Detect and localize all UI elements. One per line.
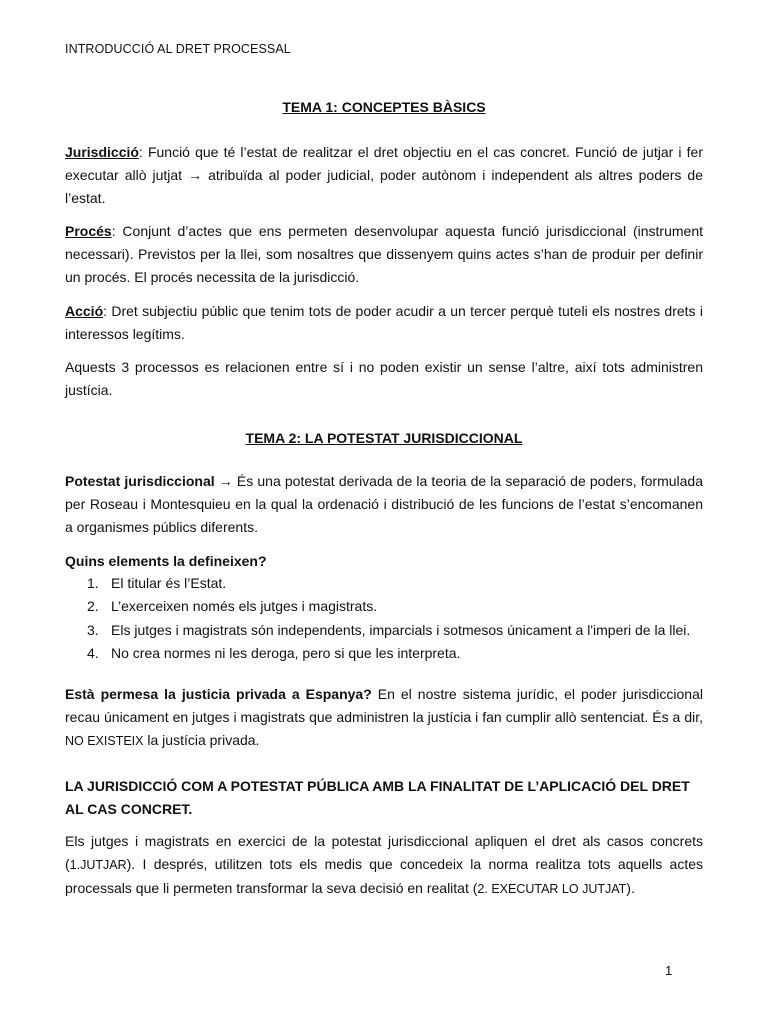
list-heading: Quins elements la defineixen? [65, 553, 267, 569]
final-text-2: ). I després, utilitzen tots els medis que concedeix la norma realitza tots aquells actes processals que li permeten transformar la seva decisió en realitat ( [65, 856, 703, 896]
definition-potestat: És una potestat derivada de la teoria de la separació de poders, formulada per Roseau i Montesquieu en la qual la ordenació i distribució de les funcions de l’estat s’encomanen a organismes públics diferents. [65, 473, 703, 535]
list-item-text: Els jutges i magistrats són independents, imparcials i sotmesos únicament a l'imperi de la llei. [111, 621, 691, 638]
paragraph-jurisdiccio [65, 141, 703, 210]
list-item-text: No crea normes ni les deroga, pero si que les interpreta. [111, 644, 461, 661]
term-jurisdiccio: Jurisdicció [65, 144, 139, 160]
page-number: 1 [665, 963, 673, 978]
final-text-1: Els jutges i magistrats en exercici de la potestat jurisdiccional apliquen el dret als casos concrets ( [65, 833, 703, 872]
definition-accio: : Dret subjectiu públic que tenim tots de poder acudir a un tercer perquè tuteli els nostres drets i interessos legítims. [65, 303, 703, 342]
list-item [65, 642, 690, 665]
answer-justicia-privada: En el nostre sistema jurídic, el poder jurisdiccional recau únicament en jutges i magistrats que administren la justícia i fan cumplir allò sentenciat. És a dir, [65, 686, 703, 725]
document-page [65, 0, 703, 1024]
list-item-number: 2. [87, 598, 99, 615]
term-potestat: Potestat jurisdiccional → [65, 473, 233, 489]
paragraph-justicia-privada [65, 683, 703, 753]
definition-jurisdiccio: : Funció que té l’estat de realitzar el dret objectiu en el cas concret. Funció de jutjar i fer executar allò jutjat → atribuïda al poder judicial, poder autònom i independent als altres poders de l’estat. [65, 144, 703, 206]
list-item-number: 3. [87, 621, 99, 638]
definition-proces: : Conjunt d’actes que ens permeten desenvolupar aquesta funció jurisdiccional (instrument necessari). Previstos per la llei, som nosaltres que dissenyem quins actes s’han de produir per definir un procés. El procés necessita de la jurisdicció. [65, 223, 703, 285]
final-caps-2: 2. EXECUTAR LO JUTJAT [477, 882, 627, 896]
list-item-text: El titular és l’Estat. [111, 575, 227, 591]
list-item [65, 619, 690, 642]
question-justicia-privada: Està permesa la justicia privada a Espanya? [65, 686, 372, 702]
answer-tail: la justícia privada. [143, 732, 260, 748]
list-item [65, 572, 690, 595]
running-header: INTRODUCCIÓ AL DRET PROCESSAL [65, 42, 291, 56]
term-proces: Procés [65, 223, 112, 239]
list-item-number: 1. [87, 575, 99, 591]
paragraph-proces [65, 220, 703, 289]
list-item [65, 595, 690, 618]
section-heading: LA JURISDICCIÓ COM A POTESTAT PÚBLICA AMB LA FINALITAT DE L’APLICACIÓ DEL DRET AL CAS CONCRET. [65, 778, 690, 817]
final-caps-1: 1.JUTJAR [69, 858, 127, 872]
tema2-title: TEMA 2: LA POTESTAT JURISDICCIONAL [245, 430, 523, 446]
term-accio: Acció [65, 303, 104, 319]
paragraph-accio [65, 300, 703, 346]
list-item-text: L’exerceixen només els jutges i magistrats. [111, 598, 378, 615]
paragraph-potestat [65, 470, 703, 539]
list-item-number: 4. [87, 644, 99, 661]
paragraph-final [65, 830, 703, 901]
elements-list [65, 572, 690, 665]
tema1-title: TEMA 1: CONCEPTES BÀSICS [282, 99, 486, 115]
emphasis-no-existeix: NO EXISTEIX [65, 734, 144, 748]
final-text-3: ). [626, 880, 635, 896]
paragraph-closing: Aquests 3 processos es relacionen entre sí i no poden existir un sense l’altre, així tots administren justícia. [65, 359, 703, 398]
